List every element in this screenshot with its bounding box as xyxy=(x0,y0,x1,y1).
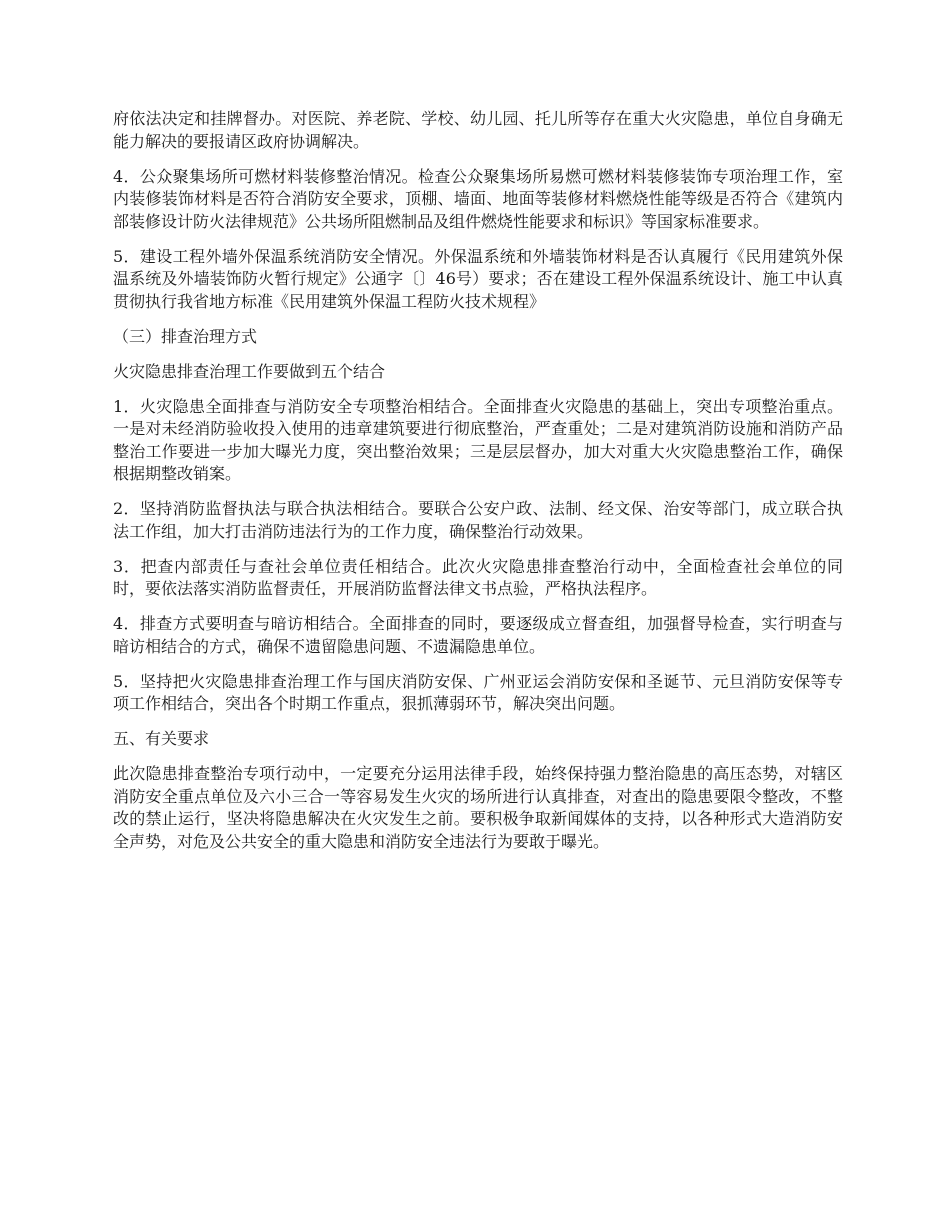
section-heading-requirements: 五、有关要求 xyxy=(113,729,210,748)
section-heading-inspection-methods: （三）排查治理方式 xyxy=(113,326,258,346)
paragraph-requirements-body: 此次隐患排查整治专项行动中，一定要充分运用法律手段，始终保持强力整治隐患的高压态势，对辖区消防安全重点单位及六小三合一等容易发生火灾的场所进行认真排查，对查出的隐患要限令整改，不整改的禁止运行，坚决将隐患解决在火灾发生之前。要积极争取新闻媒体的支持，以各种形式大造消防安全声势，对危及公共安全的重大隐患和消防安全违法行为要敢于曝光。 xyxy=(113,764,843,851)
paragraph-item-4-decoration-materials: 4．公众聚集场所可燃材料装修整治情况。检查公众聚集场所易燃可燃材料装修装饰专项治理工作，室内装修装饰材料是否符合消防安全要求，顶棚、墙面、地面等装修材料燃烧性能等级是否符合《建筑内部装修设计防火法律规范》公共场所阻燃制品及组件燃烧性能要求和标识》等国家标准要求。 xyxy=(113,166,843,231)
paragraph-item-5-external-insulation: 5．建设工程外墙外保温系统消防安全情况。外保温系统和外墙装饰材料是否认真履行《民用建筑外保温系统及外墙装饰防火暂行规定》公通字〔〕46号）要求；否在建设工程外保温系统设计、施工中认真贯彻执行我省地方标准《民用建筑外保温工程防火技术规程》 xyxy=(113,246,843,311)
paragraph-continuation: 府依法决定和挂牌督办。对医院、养老院、学校、幼儿园、托儿所等存在重大火灾隐患，单位自身确无能力解决的要报请区政府协调解决。 xyxy=(113,109,843,151)
document-page xyxy=(113,108,843,866)
paragraph-combination-2: 2．坚持消防监督执法与联合执法相结合。要联合公安户政、法制、经文保、治安等部门，成立联合执法工作组，加大打击消防违法行为的工作力度，确保整治行动效果。 xyxy=(113,499,843,541)
paragraph-combination-4: 4．排查方式要明查与暗访相结合。全面排查的同时，要逐级成立督查组，加强督导检查，实行明查与暗访相结合的方式，确保不遗留隐患问题、不遗漏隐患单位。 xyxy=(113,614,843,656)
paragraph-five-combinations: 火灾隐患排查治理工作要做到五个结合 xyxy=(113,361,386,381)
paragraph-combination-5: 5．坚持把火灾隐患排查治理工作与国庆消防安保、广州亚运会消防安保和圣诞节、元旦消防安保等专项工作相结合，突出各个时期工作重点，狠抓薄弱环节，解决突出问题。 xyxy=(113,671,843,713)
paragraph-combination-3: 3．把查内部责任与查社会单位责任相结合。此次火灾隐患排查整治行动中，全面检查社会单位的同时，要依法落实消防监督责任，开展消防监督法律文书点验，严格执法程序。 xyxy=(113,556,843,598)
paragraph-combination-1: 1．火灾隐患全面排查与消防安全专项整治相结合。全面排查火灾隐患的基础上，突出专项整治重点。一是对未经消防验收投入使用的违章建筑要进行彻底整治，严查重处；二是对建筑消防设施和消防产品整治工作要进一步加大曝光力度，突出整治效果；三是层层督办，加大对重大火灾隐患整治工作，确保根据期整改销案。 xyxy=(113,396,843,483)
